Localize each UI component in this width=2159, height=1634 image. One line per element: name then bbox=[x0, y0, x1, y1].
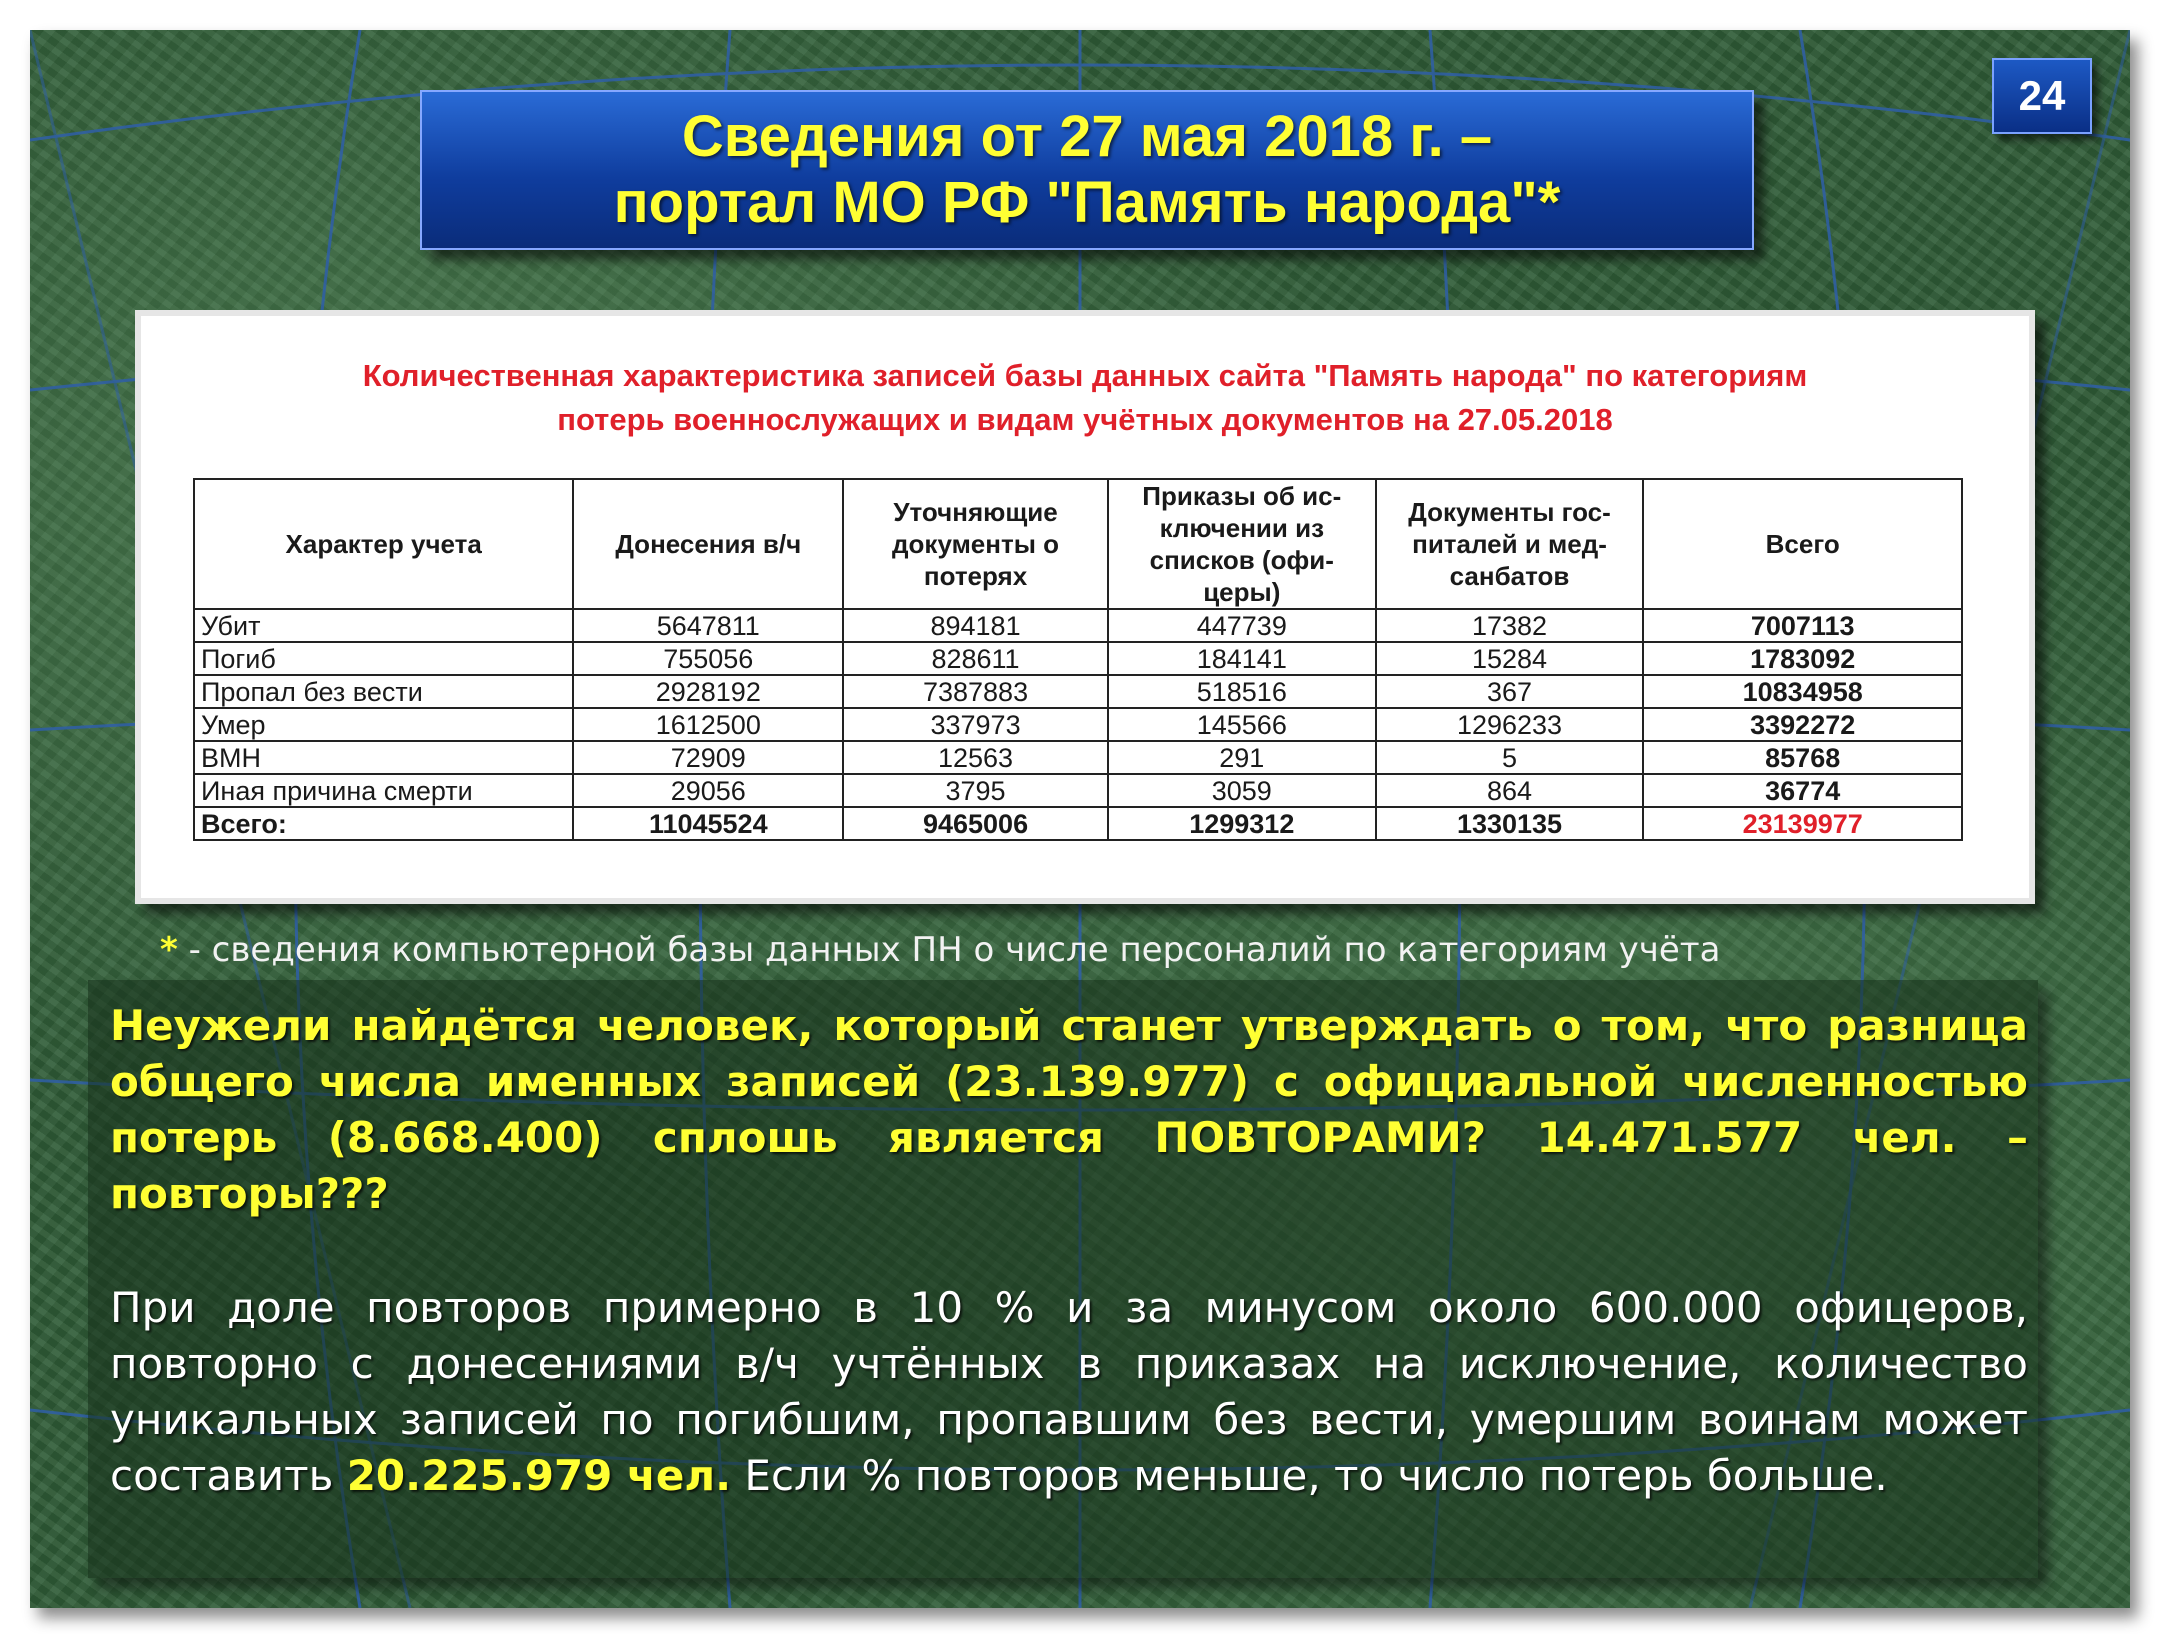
table-title bbox=[141, 354, 2029, 442]
footnote bbox=[160, 930, 1720, 970]
estimate-text-after: Если % повторов меньше, то число потерь больше. bbox=[731, 1451, 1888, 1500]
table-cell: 518516 bbox=[1108, 675, 1376, 708]
estimate-text-before: При доле повторов примерно в 10 % и за минусом около 600.000 офицеров, повторно с донесениями в/ч учтённых в приказах на исключение, количество уникальных записей по погибшим, пропавшим без вести, умершим воинам может составить bbox=[110, 1283, 2028, 1500]
slide bbox=[30, 30, 2130, 1608]
table-row bbox=[194, 675, 1962, 708]
table-row bbox=[194, 708, 1962, 741]
table-cell: 864 bbox=[1376, 774, 1644, 807]
records-table bbox=[193, 478, 1963, 841]
column-header: Документы гос-питалей и мед-санбатов bbox=[1376, 479, 1644, 609]
table-cell: 5 bbox=[1376, 741, 1644, 774]
table-cell: 11045524 bbox=[573, 807, 843, 840]
estimate-paragraph bbox=[110, 1280, 2028, 1504]
table-cell: 291 bbox=[1108, 741, 1376, 774]
table-cell: 3059 bbox=[1108, 774, 1376, 807]
table-cell: 1612500 bbox=[573, 708, 843, 741]
table-cell: ВМН bbox=[194, 741, 573, 774]
table-cell: 29056 bbox=[573, 774, 843, 807]
table-cell: 3795 bbox=[843, 774, 1108, 807]
table-cell: 337973 bbox=[843, 708, 1108, 741]
table-cell: 447739 bbox=[1108, 609, 1376, 642]
table-total-row bbox=[194, 807, 1962, 840]
table-header-row bbox=[194, 479, 1962, 609]
slide-title-line-2: портал МО РФ "Память народа"* bbox=[613, 170, 1561, 235]
table-cell: 184141 bbox=[1108, 642, 1376, 675]
table-cell: 367 bbox=[1376, 675, 1644, 708]
table-row bbox=[194, 642, 1962, 675]
table-cell: 17382 bbox=[1376, 609, 1644, 642]
table-title-line-2: потерь военнослужащих и видам учётных документов на 27.05.2018 bbox=[557, 402, 1613, 437]
table-cell: Умер bbox=[194, 708, 573, 741]
column-header: Всего bbox=[1643, 479, 1962, 609]
column-header: Приказы об ис-ключении из списков (офи-церы) bbox=[1108, 479, 1376, 609]
table-cell: 85768 bbox=[1643, 741, 1962, 774]
table-row bbox=[194, 774, 1962, 807]
column-header: Уточняющие документы о потерях bbox=[843, 479, 1108, 609]
table-cell: Всего: bbox=[194, 807, 573, 840]
table-card bbox=[135, 310, 2035, 904]
footnote-text: - сведения компьютерной базы данных ПН о числе персоналий по категориям учёта bbox=[177, 930, 1721, 970]
table-title-line-1: Количественная характеристика записей базы данных сайта "Память народа" по категориям bbox=[362, 358, 1808, 393]
table-cell: 145566 bbox=[1108, 708, 1376, 741]
table-cell: 3392272 bbox=[1643, 708, 1962, 741]
table-cell: 894181 bbox=[843, 609, 1108, 642]
table-cell: Пропал без вести bbox=[194, 675, 573, 708]
table-cell: 1296233 bbox=[1376, 708, 1644, 741]
table-cell: 7007113 bbox=[1643, 609, 1962, 642]
table-cell: Убит bbox=[194, 609, 573, 642]
table-cell: 828611 bbox=[843, 642, 1108, 675]
question-paragraph: Неужели найдётся человек, который станет утверждать о том, что разница общего числа именных записей (23.139.977) с официальной численностью потерь (8.668.400) сплошь является ПОВТОРАМИ? 14.471.577 чел. – повторы??? bbox=[110, 1001, 2028, 1218]
table-cell: 1299312 bbox=[1108, 807, 1376, 840]
footnote-star: * bbox=[160, 930, 178, 970]
column-header: Характер учета bbox=[194, 479, 573, 609]
table-cell: 72909 bbox=[573, 741, 843, 774]
table-cell: 5647811 bbox=[573, 609, 843, 642]
table-cell: Иная причина смерти bbox=[194, 774, 573, 807]
table-cell: Погиб bbox=[194, 642, 573, 675]
grand-total-cell: 23139977 bbox=[1643, 807, 1962, 840]
table-row bbox=[194, 741, 1962, 774]
table-cell: 1783092 bbox=[1643, 642, 1962, 675]
column-header: Донесения в/ч bbox=[573, 479, 843, 609]
estimate-highlight: 20.225.979 чел. bbox=[346, 1451, 732, 1500]
table-row bbox=[194, 609, 1962, 642]
slide-title-line-1: Сведения от 27 мая 2018 г. – bbox=[681, 104, 1493, 169]
table-cell: 2928192 bbox=[573, 675, 843, 708]
table-cell: 1330135 bbox=[1376, 807, 1644, 840]
title-box bbox=[420, 90, 1754, 250]
table-cell: 12563 bbox=[843, 741, 1108, 774]
table-cell: 10834958 bbox=[1643, 675, 1962, 708]
table-cell: 9465006 bbox=[843, 807, 1108, 840]
page-number: 24 bbox=[1992, 58, 2092, 134]
table-cell: 15284 bbox=[1376, 642, 1644, 675]
table-cell: 755056 bbox=[573, 642, 843, 675]
table-cell: 7387883 bbox=[843, 675, 1108, 708]
table-cell: 36774 bbox=[1643, 774, 1962, 807]
